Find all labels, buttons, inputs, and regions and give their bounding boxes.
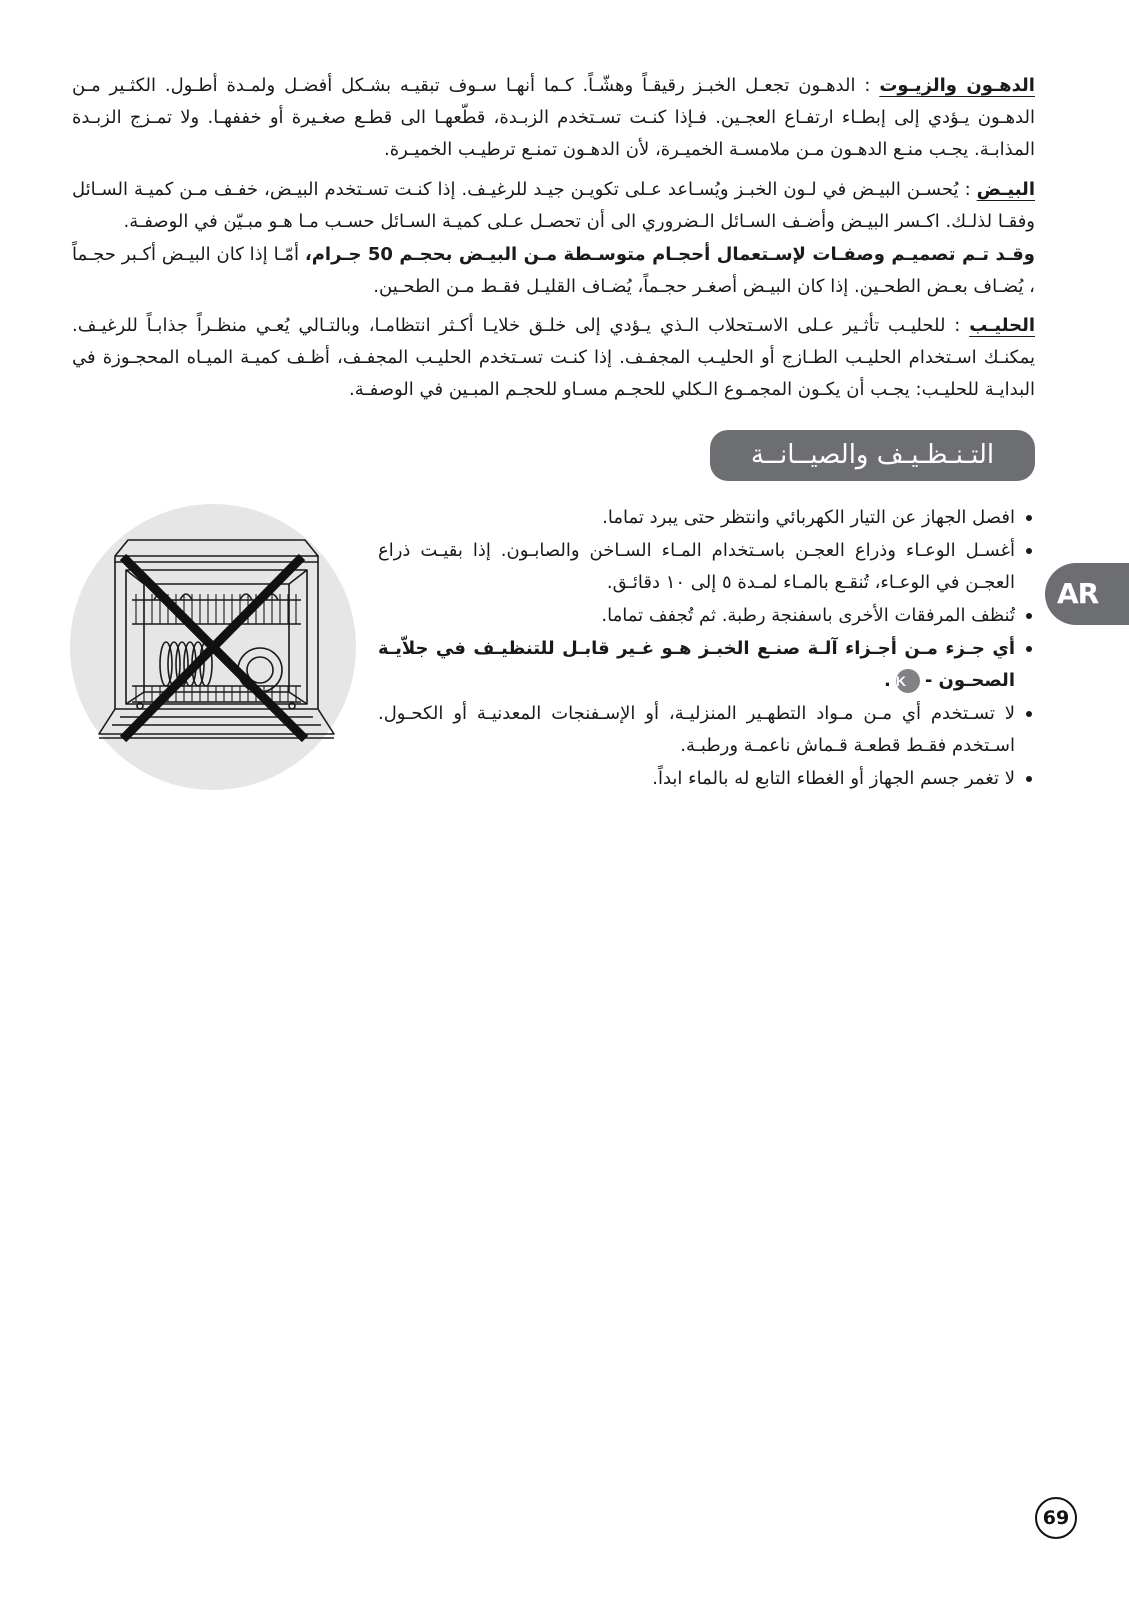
cleaning-step: [378, 698, 1035, 762]
cleaning-step-text: أي جـزء مـن أجـزاء آلـة صنـع الخبـز هـو غـير قابـل للتنظيـف في جلاّيـة الصحـون -: [378, 638, 1015, 691]
bullet-dot: [1026, 548, 1032, 554]
cleaning-step-text: لا تسـتخدم أي مـن مـواد التطهـير المنزليـة، أو الإسـفنجات المعدنيـة أو الكحـول. اسـتخدم فقـط قطعـة قـماش ناعمـة ورطبـة.: [378, 703, 1015, 756]
milk-paragraph: [72, 310, 1035, 406]
eggs-text: : يُحسـن البيـض في لـون الخبـز ويُسـاعد عـلى تكويـن جيـد للرغيـف. إذا كنـت تسـتخدم البيـض، خفـف مـن كميـة السـائل وفقـا لذلـك. اكـسر البيـض وأضـف السـائل الـضروري الى أن تحصـل عـلى كميـة السـائل حسـب مـا هـو مبـيّن في الوصفـة.: [72, 179, 1035, 232]
bullet-dot: [1026, 515, 1032, 521]
language-tab: AR: [1045, 563, 1129, 625]
cleaning-step-text: افصل الجهاز عن التيار الكهربائي وانتظر حتى يبرد تماما.: [602, 507, 1015, 528]
eggs-term: البيـض: [976, 179, 1035, 200]
cleaning-step-text: أغسـل الوعـاء وذراع العجـن باسـتخدام المـاء السـاخن والصابـون. إذا بقيـت ذراع العجـن في الوعـاء، تُنقـع بالمـاء لمـدة ٥ إلى ١٠ دقائـق.: [378, 540, 1015, 593]
fats-paragraph: [72, 70, 1035, 166]
eggs-paragraph: [72, 174, 1035, 238]
cleaning-step-text: تُنظف المرفقات الأخرى باسفنجة رطبة. ثم تُجفف تماما.: [601, 605, 1015, 626]
egg-size-text: أمّـا إذا كان البيـض أكـبر حجـماً ، يُضـاف بعـض الطحـين. إذا كان البيـض أصغـر حجـماً، يُضـاف القليـل فقـط مـن الطحـين.: [72, 244, 1035, 297]
cleaning-section: [72, 502, 1035, 796]
egg-size-paragraph: [72, 239, 1035, 303]
cleaning-step-end: .: [883, 670, 891, 691]
page-content: [72, 70, 1035, 796]
cleaning-step: [378, 763, 1035, 795]
figure-k-badge: K: [896, 669, 920, 693]
milk-text: : للحليـب تأثـير عـلى الاسـتحلاب الـذي يـؤدي إلى خلـق خلايـا أكـثر انتظامـا، وبالتـالي يُعـي منظـراً جذابـاً للرغيـف. يمكنـك اسـتخدام الحليـب الطـازج أو الحليـب المجفـف. إذا كنـت تسـتخدم الحليـب المجفـف، أظـف كميـة الميـاه المحجـوزة في البدايـة للحليـب: يجـب أن يكـون المجمـوع الـكلي للحجـم مسـاو للحجـم المبـين في الوصفـة.: [72, 315, 1035, 400]
cleaning-step-text: لا تغمر جسم الجهاز أو الغطاء التابع له بالماء ابداً.: [652, 768, 1015, 789]
bullet-dot: [1026, 711, 1032, 717]
dishwasher-crossed-icon: [70, 504, 356, 790]
bullet-dot: [1026, 613, 1032, 619]
cleaning-step-warning: [378, 633, 1035, 697]
cleaning-section-heading: التـنـظـيـف والصيــانــة: [710, 430, 1035, 481]
no-dishwasher-illustration: [70, 504, 356, 790]
ingredients-notes: [72, 70, 1035, 406]
milk-term: الحليـب: [969, 315, 1035, 336]
cleaning-step: [378, 502, 1035, 534]
egg-size-lead: وقـد تـم تصميـم وصفـات لإسـتعمال أحجـام متوسـطة مـن البيـض بحجـم 50 جـرام،: [304, 244, 1035, 265]
bullet-dot: [1026, 646, 1032, 652]
cleaning-steps-list: [378, 502, 1035, 796]
fats-text: : الدهـون تجعـل الخبـز رقيقـاً وهشّـاً. كـما أنهـا سـوف تبقيـه بشـكل أفضـل ولمـدة أطـول. الكثـير مـن الدهـون يـؤدي إلى إبطـاء ارتفـاع العجـين. فـإذا كنـت تسـتخدم الزبـدة، قطّعهـا الى قطـع صغـيرة أو خففهـا. ولا تمـزج الزبـدة المذابـة. يجـب منـع الدهـون مـن ملامسـة الخميـرة، لأن الدهـون تمنـع ترطيـب الخميـرة.: [72, 75, 1035, 160]
cleaning-step: [378, 535, 1035, 599]
bullet-dot: [1026, 776, 1032, 782]
cleaning-step: [378, 600, 1035, 632]
fats-term: الدهـون والزيـوت: [879, 75, 1035, 96]
page-number: 69: [1035, 1497, 1077, 1539]
